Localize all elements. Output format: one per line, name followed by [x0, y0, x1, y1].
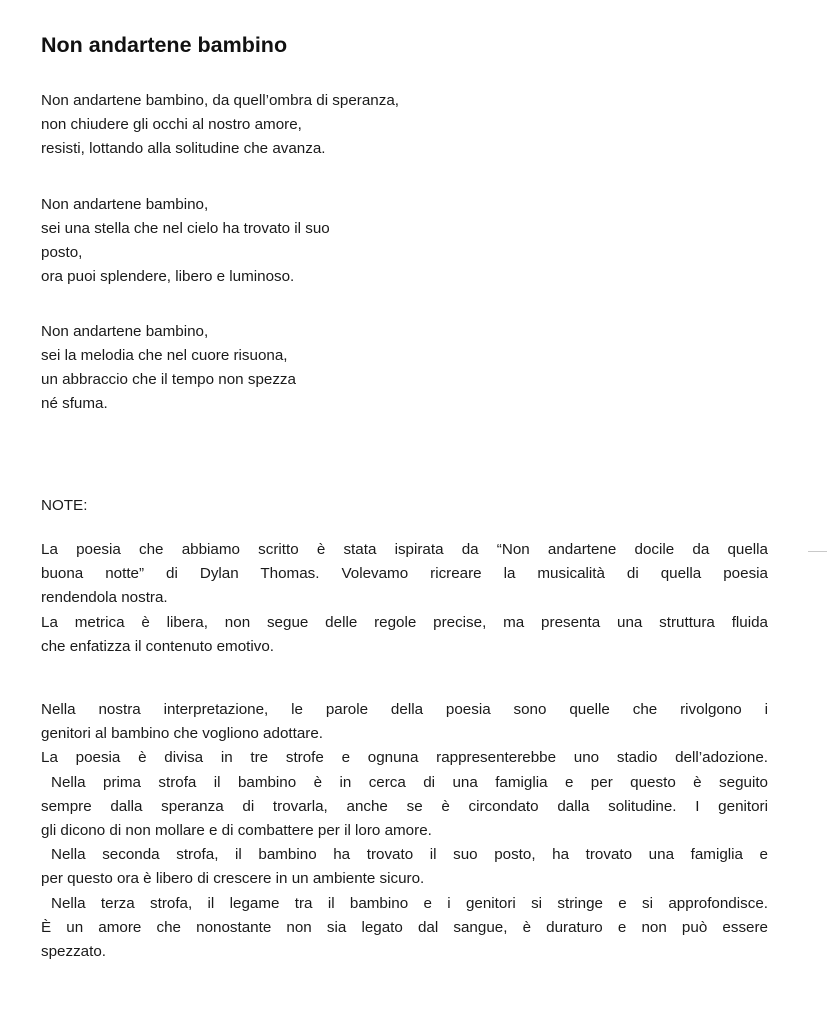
stanza-2: [41, 193, 330, 289]
paragraph-line: La metrica è libera, non segue delle regole precise, ma presenta una struttura fluida: [41, 613, 768, 631]
paragraph-line: È un amore che nonostante non sia legato dal sangue, è duraturo e non può essere: [41, 918, 768, 936]
paragraph-line: rendendola nostra.: [41, 589, 168, 607]
paragraph-line: gli dicono di non mollare e di combattere per il loro amore.: [41, 822, 432, 840]
stanza-line: sei una stella che nel cielo ha trovato il suo: [41, 220, 330, 237]
paragraph-line: Nella terza strofa, il legame tra il bambino e i genitori si stringe e si approfondisce.: [51, 894, 768, 912]
paragraph-line: buona notte” di Dylan Thomas. Volevamo ricreare la musicalità di quella poesia: [41, 565, 768, 583]
paragraph-line: spezzato.: [41, 943, 107, 961]
stanza-3: [41, 320, 296, 416]
paragraph-line: genitori al bambino che vogliono adottare.: [41, 725, 323, 743]
paragraph-line: Nella prima strofa il bambino è in cerca di una famiglia e per questo è seguito: [51, 773, 768, 791]
stanza-line: non chiudere gli occhi al nostro amore,: [41, 116, 302, 133]
stanza-line: sei la melodia che nel cuore risuona,: [41, 347, 288, 364]
notes-heading: NOTE:: [41, 497, 88, 514]
stanza-line: Non andartene bambino,: [41, 323, 209, 340]
paragraph-line: Nella seconda strofa, il bambino ha trovato il suo posto, ha trovato una famiglia e: [51, 846, 768, 864]
stanza-line: Non andartene bambino, da quell’ombra di speranza,: [41, 92, 399, 109]
stanza-1: [41, 89, 399, 161]
paragraph-line: per questo ora è libero di crescere in un ambiente sicuro.: [41, 870, 425, 888]
paragraph-line: che enfatizza il contenuto emotivo.: [41, 637, 275, 655]
stanza-line: ora puoi splendere, libero e luminoso.: [41, 268, 295, 285]
stanza-line: né sfuma.: [41, 395, 108, 412]
notes-paragraph-2: [41, 698, 768, 964]
scan-artifact-line: [808, 551, 827, 552]
stanza-line: Non andartene bambino,: [41, 196, 209, 213]
paragraph-line: La poesia che abbiamo scritto è stata ispirata da “Non andartene docile da quella: [41, 541, 768, 558]
paragraph-line: sempre dalla speranza di trovarla, anche se è circondato dalla solitudine. I genitori: [41, 797, 768, 815]
paragraph-line: La poesia è divisa in tre strofe e ognuna rappresenterebbe uno stadio dell’adozione.: [41, 749, 768, 767]
notes-paragraph-1: [41, 538, 768, 659]
poem-title: Non andartene bambino: [41, 33, 288, 57]
stanza-line: resisti, lottando alla solitudine che avanza.: [41, 140, 326, 157]
stanza-line: un abbraccio che il tempo non spezza: [41, 371, 296, 388]
stanza-line: posto,: [41, 244, 83, 261]
paragraph-line: Nella nostra interpretazione, le parole della poesia sono quelle che rivolgono i: [41, 701, 768, 718]
